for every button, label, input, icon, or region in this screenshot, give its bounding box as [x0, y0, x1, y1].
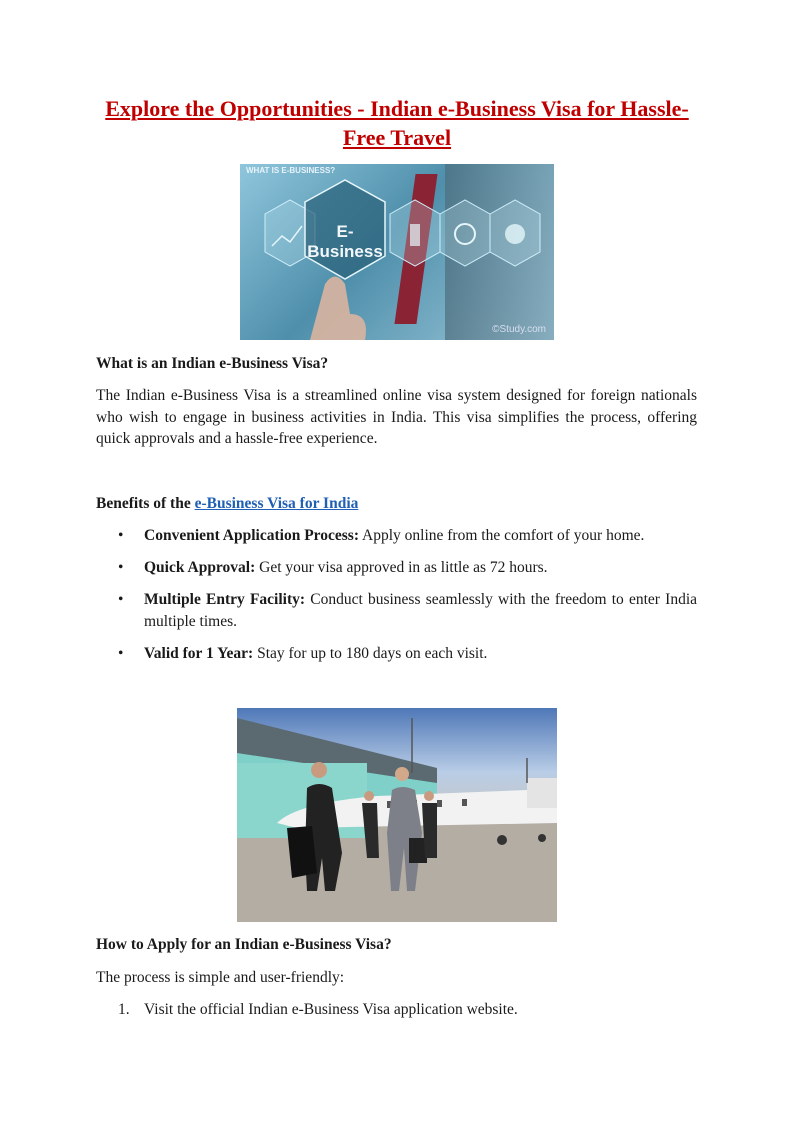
image-caption: WHAT IS E-BUSINESS? [246, 166, 336, 175]
bullet-icon: • [118, 591, 124, 608]
bullet-icon: • [118, 559, 124, 576]
watermark: ©Study.com [492, 324, 546, 335]
list-item [118, 589, 697, 632]
process-intro: The process is simple and user-friendly: [96, 969, 345, 986]
step-number: 1. [118, 1001, 130, 1018]
hexagon-icons [240, 164, 554, 340]
bullet-title: Quick Approval: [144, 559, 256, 576]
bullet-text: Conduct business seamlessly with the freedom to enter India multiple times. [144, 591, 697, 630]
e-business-image [240, 164, 554, 340]
bullet-title: Valid for 1 Year: [144, 645, 254, 662]
list-item [118, 557, 697, 579]
bullet-text: Stay for up to 180 days on each visit. [253, 645, 488, 662]
benefits-heading-text: Benefits of the [96, 495, 195, 512]
numbered-list-item [118, 999, 697, 1021]
section-heading-how-to-apply: How to Apply for an Indian e-Business Visa? [96, 936, 392, 953]
bullet-icon: • [118, 527, 124, 544]
e-business-visa-link[interactable]: e-Business Visa for India [194, 495, 359, 512]
intro-paragraph: The Indian e-Business Visa is a streamlined online visa system designed for foreign nationals who wish to engage in business activities in India. This visa simplifies the process, offering quick approvals and a hassle-free experience. [96, 387, 697, 448]
hex-label: E-Business [307, 222, 383, 261]
section-heading-benefits [96, 495, 358, 513]
page-title: Explore the Opportunities - Indian e-Business Visa for Hassle-Free Travel [105, 96, 689, 150]
airport-scene [237, 708, 557, 922]
bullet-icon: • [118, 645, 124, 662]
bullet-title: Multiple Entry Facility: [144, 591, 306, 608]
bullet-text: Apply online from the comfort of your home. [359, 527, 645, 544]
step-text: Visit the official Indian e-Business Visa application website. [144, 1001, 518, 1018]
bullet-title: Convenient Application Process: [144, 527, 359, 544]
list-item [118, 525, 697, 547]
section-heading-what-is: What is an Indian e-Business Visa? [96, 355, 329, 372]
bullet-text: Get your visa approved in as little as 72 hours. [255, 559, 548, 576]
business-travel-image [237, 708, 557, 922]
list-item [118, 643, 697, 665]
